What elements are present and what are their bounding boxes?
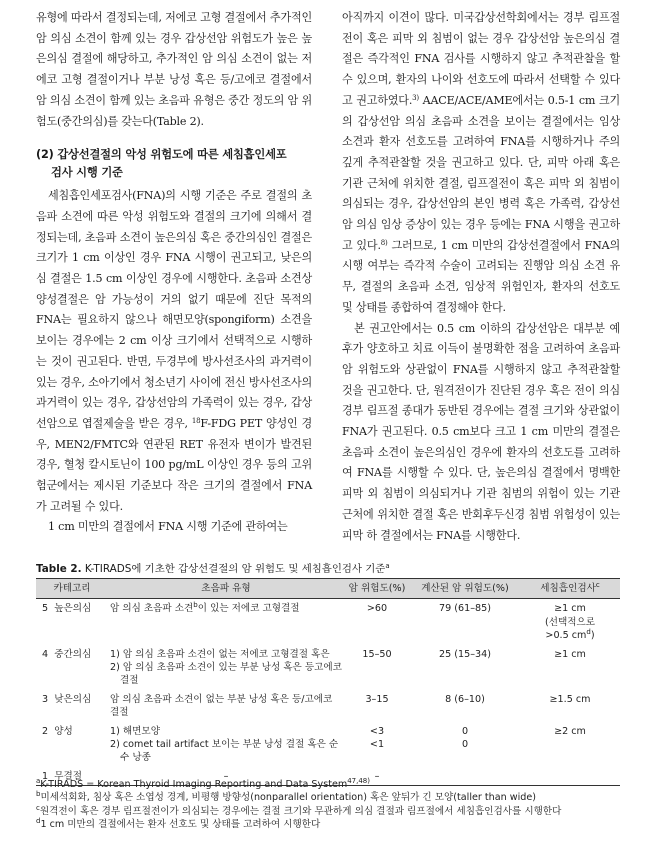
- right-paragraph-2: 본 권고안에서는 0.5 cm 이하의 갑상선암은 대부분 예후가 양호하고 치료 이득이 불명확한 점을 고려하여 초음파 암 위험도와 상관없이 FNA를 시행하지 않고 추적관찰할 것을 권고한다. 단, 원격전이가 진단된 경우 혹은 전이 의심 경부 림프절 종대가 동반된 경우에는 결절 크기와 상관없이 FNA가 권고된다. 0.5 cm보다 크고 1 cm 미만의 결절은 초음파 소견이 높은의심인 경우에 환자의 선호도를 고려하여 FNA를 시행할 수 있다. 단, 높은의심 결절에서 명백한 피막 외 침범이 의심되거나 기관 침범의 위험이 있는 기관 근처에 위치한 결절 혹은 반회후두신경 침범 위험성이 있는 피막 하 결절에서는 FNA를 시행한다.: [342, 321, 620, 542]
- row-fna-line3-end: ): [590, 630, 595, 642]
- row-risk: 3–15: [365, 693, 389, 705]
- footnote-a-mark: a: [36, 777, 41, 785]
- footnote-c-mark: c: [36, 803, 40, 812]
- left-paragraph-1: 유형에 따라서 결정되는데, 저에코 고형 결절에서 추가적인 암 의심 소견이 함께 있는 경우 갑상선암 위험도가 높은 높은의심 결절에 해당하고, 추가적인 암 의심 소견이 없는 저에코 고형 결절이거나 부분 낭성 혹은 등/고에코 결절에서 암 의심 소견이 함께 있는 초음파 유형은 중간 정도의 암 위험도(중간의심)를 갖는다(Table 2).: [36, 11, 312, 128]
- row-type-item: 1) 해면모양: [110, 725, 160, 737]
- row-fna: ≥1.5 cm: [549, 693, 591, 705]
- row-fna-line1: ≥1 cm: [554, 603, 586, 615]
- row-category: [36, 645, 108, 690]
- row-risk: –: [344, 767, 410, 786]
- footnote-d: [36, 818, 636, 831]
- header-us-type: 초음파 유형: [108, 579, 344, 599]
- table-row: [36, 722, 620, 767]
- header-fna: [520, 579, 620, 599]
- row-risk: >60: [366, 603, 388, 615]
- table-caption: K-TIRADS에 기초한 갑상선결절의 암 위험도 및 세침흡인검사 기준: [81, 563, 386, 575]
- row-fna-line3-text: >0.5 cm: [545, 630, 587, 642]
- row-category: [36, 722, 108, 767]
- row-number: 1: [42, 770, 49, 782]
- fdg-superscript: 18: [191, 416, 201, 425]
- row-calc-line1: 0: [461, 725, 469, 737]
- header-fna-text: 세침흡인검사: [540, 583, 596, 594]
- row-calc-risk: [410, 722, 520, 767]
- row-type: [108, 645, 344, 690]
- row-fna: [520, 599, 620, 645]
- row-calc-risk: 79 (61–85): [439, 603, 491, 615]
- header-cancer-risk: 암 위험도(%): [344, 579, 410, 599]
- table-row: [36, 690, 620, 722]
- right-column: [342, 8, 620, 546]
- row-type-text-2: 이 있는 저에코 고형결절: [197, 603, 300, 615]
- row-category: [36, 690, 108, 722]
- row-type: –: [108, 767, 344, 786]
- right-paragraph-1: [342, 8, 620, 319]
- footnote-c-text: 원격전이 혹은 경부 림프절전이가 의심되는 경우에는 결절 크기와 무관하게 의심 결절과 림프절에서 세침흡인검사를 시행한다: [39, 805, 562, 817]
- risk-table: [36, 578, 620, 786]
- table-caption-ref: a: [385, 562, 390, 570]
- row-number: 3: [42, 693, 49, 705]
- table-label: Table 2.: [36, 563, 82, 575]
- right-paragraph-1-text: 아직까지 이견이 많다. 미국갑상선학회에서는 경부 림프절전이 혹은 피막 외 침범이 없는 경우 갑상선암 높은의심 결절은 즉각적인 FNA 검사를 시행하지 않고 추적관찰을 할 수 있으며, 환자의 나이와 선호도에 따라서 선택할 수 있다고 권고하였다.: [342, 11, 620, 107]
- row-type-line2: 결절: [110, 707, 129, 719]
- footnote-a-text: K-TIRADS = Korean Thyroid Imaging Reporting and Data System: [40, 779, 348, 790]
- right-paragraph-1-tail: 그러므로, 1 cm 미만의 갑상선결절에서 FNA의 시행 여부는 즉각적 수술이 고려되는 진행암 의심 소견 유무, 결절의 초음파 소견, 임상적 위험인자, 환자의 선호도 및 상태를 종합하여 결정해야 한다.: [342, 238, 621, 314]
- row-risk-line2: <1: [369, 739, 385, 751]
- footnote-d-text: 1 cm 미만의 결절에서는 환자 선호도 및 상태를 고려하여 시행한다: [40, 818, 321, 830]
- row-category-label: 무결절: [54, 770, 83, 782]
- table-header-row: [36, 579, 620, 599]
- row-calc-line2: 0: [461, 739, 469, 751]
- row-category-label: 중간의심: [54, 648, 92, 660]
- footnote-a-ref: 47,48): [347, 777, 370, 785]
- table-row: [36, 599, 620, 645]
- footnote-d-mark: d: [36, 816, 41, 825]
- row-fna-line3-ref: d: [586, 628, 591, 637]
- left-paragraph-2-tail: F-FDG PET 양성인 경우, MEN2/FMTC와 연관된 RET 유전자 변이가 발견된 경우, 혈청 칼시토닌이 100 pg/mL 이상인 경우 등의 고위험군에서는 제시된 기준보다 작은 크기의 결절에서 FNA가 고려될 수 있다.: [36, 416, 313, 513]
- row-category-label: 양성: [54, 725, 73, 737]
- row-calc-risk: 8 (6–10): [445, 693, 485, 705]
- footnote-a: [36, 778, 636, 791]
- row-risk: 15–50: [362, 648, 392, 660]
- header-calc-risk: 계산된 암 위험도(%): [410, 579, 520, 599]
- header-fna-ref: c: [595, 581, 600, 589]
- ref-8: 8): [380, 238, 388, 247]
- table-title: [36, 560, 390, 575]
- row-fna-line3: [522, 629, 618, 642]
- left-paragraph-2: [36, 186, 312, 517]
- table-row: [36, 645, 620, 690]
- left-column: [36, 8, 312, 538]
- row-type-ref: b: [193, 601, 198, 610]
- section-heading-line1: (2) 갑상선결절의 악성 위험도에 따른 세침흡인세포: [36, 148, 287, 162]
- row-risk-line1: <3: [369, 725, 385, 737]
- row-number: 4: [42, 648, 49, 660]
- row-fna-line2: (선택적으로: [544, 616, 596, 628]
- footnote-b-text: 미세석회화, 침상 혹은 소엽성 경계, 비평행 방향성(nonparallel orientation) 혹은 앞뒤가 긴 모양(taller than wide): [40, 792, 536, 804]
- row-category-label: 낮은의심: [54, 693, 92, 705]
- row-fna: ≥2 cm: [554, 725, 586, 737]
- table-footnotes: [36, 778, 636, 831]
- section-heading: [36, 146, 312, 182]
- row-type-line1: 암 의심 초음파 소견이 없는 부분 낭성 혹은 등/고에코: [110, 693, 333, 705]
- row-type: [108, 722, 344, 767]
- left-paragraph-3: 1 cm 미만의 결절에서 FNA 시행 기준에 관하여는: [48, 520, 288, 534]
- left-paragraph-2-text: 세침흡인세포검사(FNA)의 시행 기준은 주로 결절의 초음파 소견에 따른 악성 위험도와 결절의 크기에 의해서 결정되는데, 초음파 소견이 높은의심 혹은 중간의심인 결절은 크기가 1 cm 이상인 경우 FNA 시행이 권고되고, 낮은의심 결절은 1.5 cm 이상인 경우에 시행한다. 초음파 소견상 양성결절은 암 가능성이 거의 없기 때문에 진단 목적의 FNA는 필요하지 않으나 해면모양(spongiform) 소견을 보이는 경우에는 2 cm 이상 크기에서 선택적으로 시행하는 것이 권고된다. 반면, 두경부에 방사선조사의 과거력이 있는 경우, 소아기에서 청소년기 사이에 전신 방사선조사의 과거력이 있는 경우, 갑상선암의 가족력이 있는 경우, 갑상선암으로 엽절제술을 받은 경우,: [36, 189, 312, 430]
- ref-3: 3): [412, 93, 419, 102]
- header-category: 카테고리: [36, 579, 108, 599]
- section-heading-line2: 검사 시행 기준: [51, 166, 123, 180]
- row-type-item: 2) comet tail artifact 보이는 부분 낭성 결절 혹은 순수 낭종: [110, 739, 339, 764]
- row-type: [108, 690, 344, 722]
- row-fna: ≥1 cm: [554, 648, 586, 660]
- row-calc-risk: 25 (15–34): [439, 648, 491, 660]
- row-type-item: 2) 암 의심 초음파 소견이 있는 부분 낭성 혹은 등고에코 결절: [110, 662, 342, 687]
- footnote-c: [36, 805, 636, 818]
- footnote-b-mark: b: [36, 790, 41, 799]
- row-category-label: 높은의심: [54, 603, 92, 615]
- row-number: 2: [42, 725, 49, 737]
- row-type-item: 1) 암 의심 초음파 소견이 없는 저에코 고형결절 혹은: [110, 648, 330, 660]
- row-category: [36, 599, 108, 645]
- footnote-b: [36, 791, 636, 804]
- row-number: 5: [42, 603, 49, 615]
- row-risk: [344, 722, 410, 767]
- right-paragraph-1-mid: AACE/ACE/AME에서는 0.5-1 cm 크기의 갑상선암 의심 초음파 소견을 보이는 결절에서는 임상 소견과 환자 선호도를 고려하여 FNA를 시행하거나 주의 깊게 추적관찰할 것을 권고하고 있다. 단, 피막 아래 혹은 기관 근처에 위치한 결절, 림프절전이 혹은 피막 외 침범이 의심되는 경우, 갑상선암의 본인 병력 혹은 가족력, 갑상선암 의심 임상 증상이 있는 경우 등에는 FNA 시행을 권고하고 있다.: [342, 93, 620, 252]
- row-type-text: 암 의심 초음파 소견: [110, 603, 194, 615]
- row-type: [108, 599, 344, 645]
